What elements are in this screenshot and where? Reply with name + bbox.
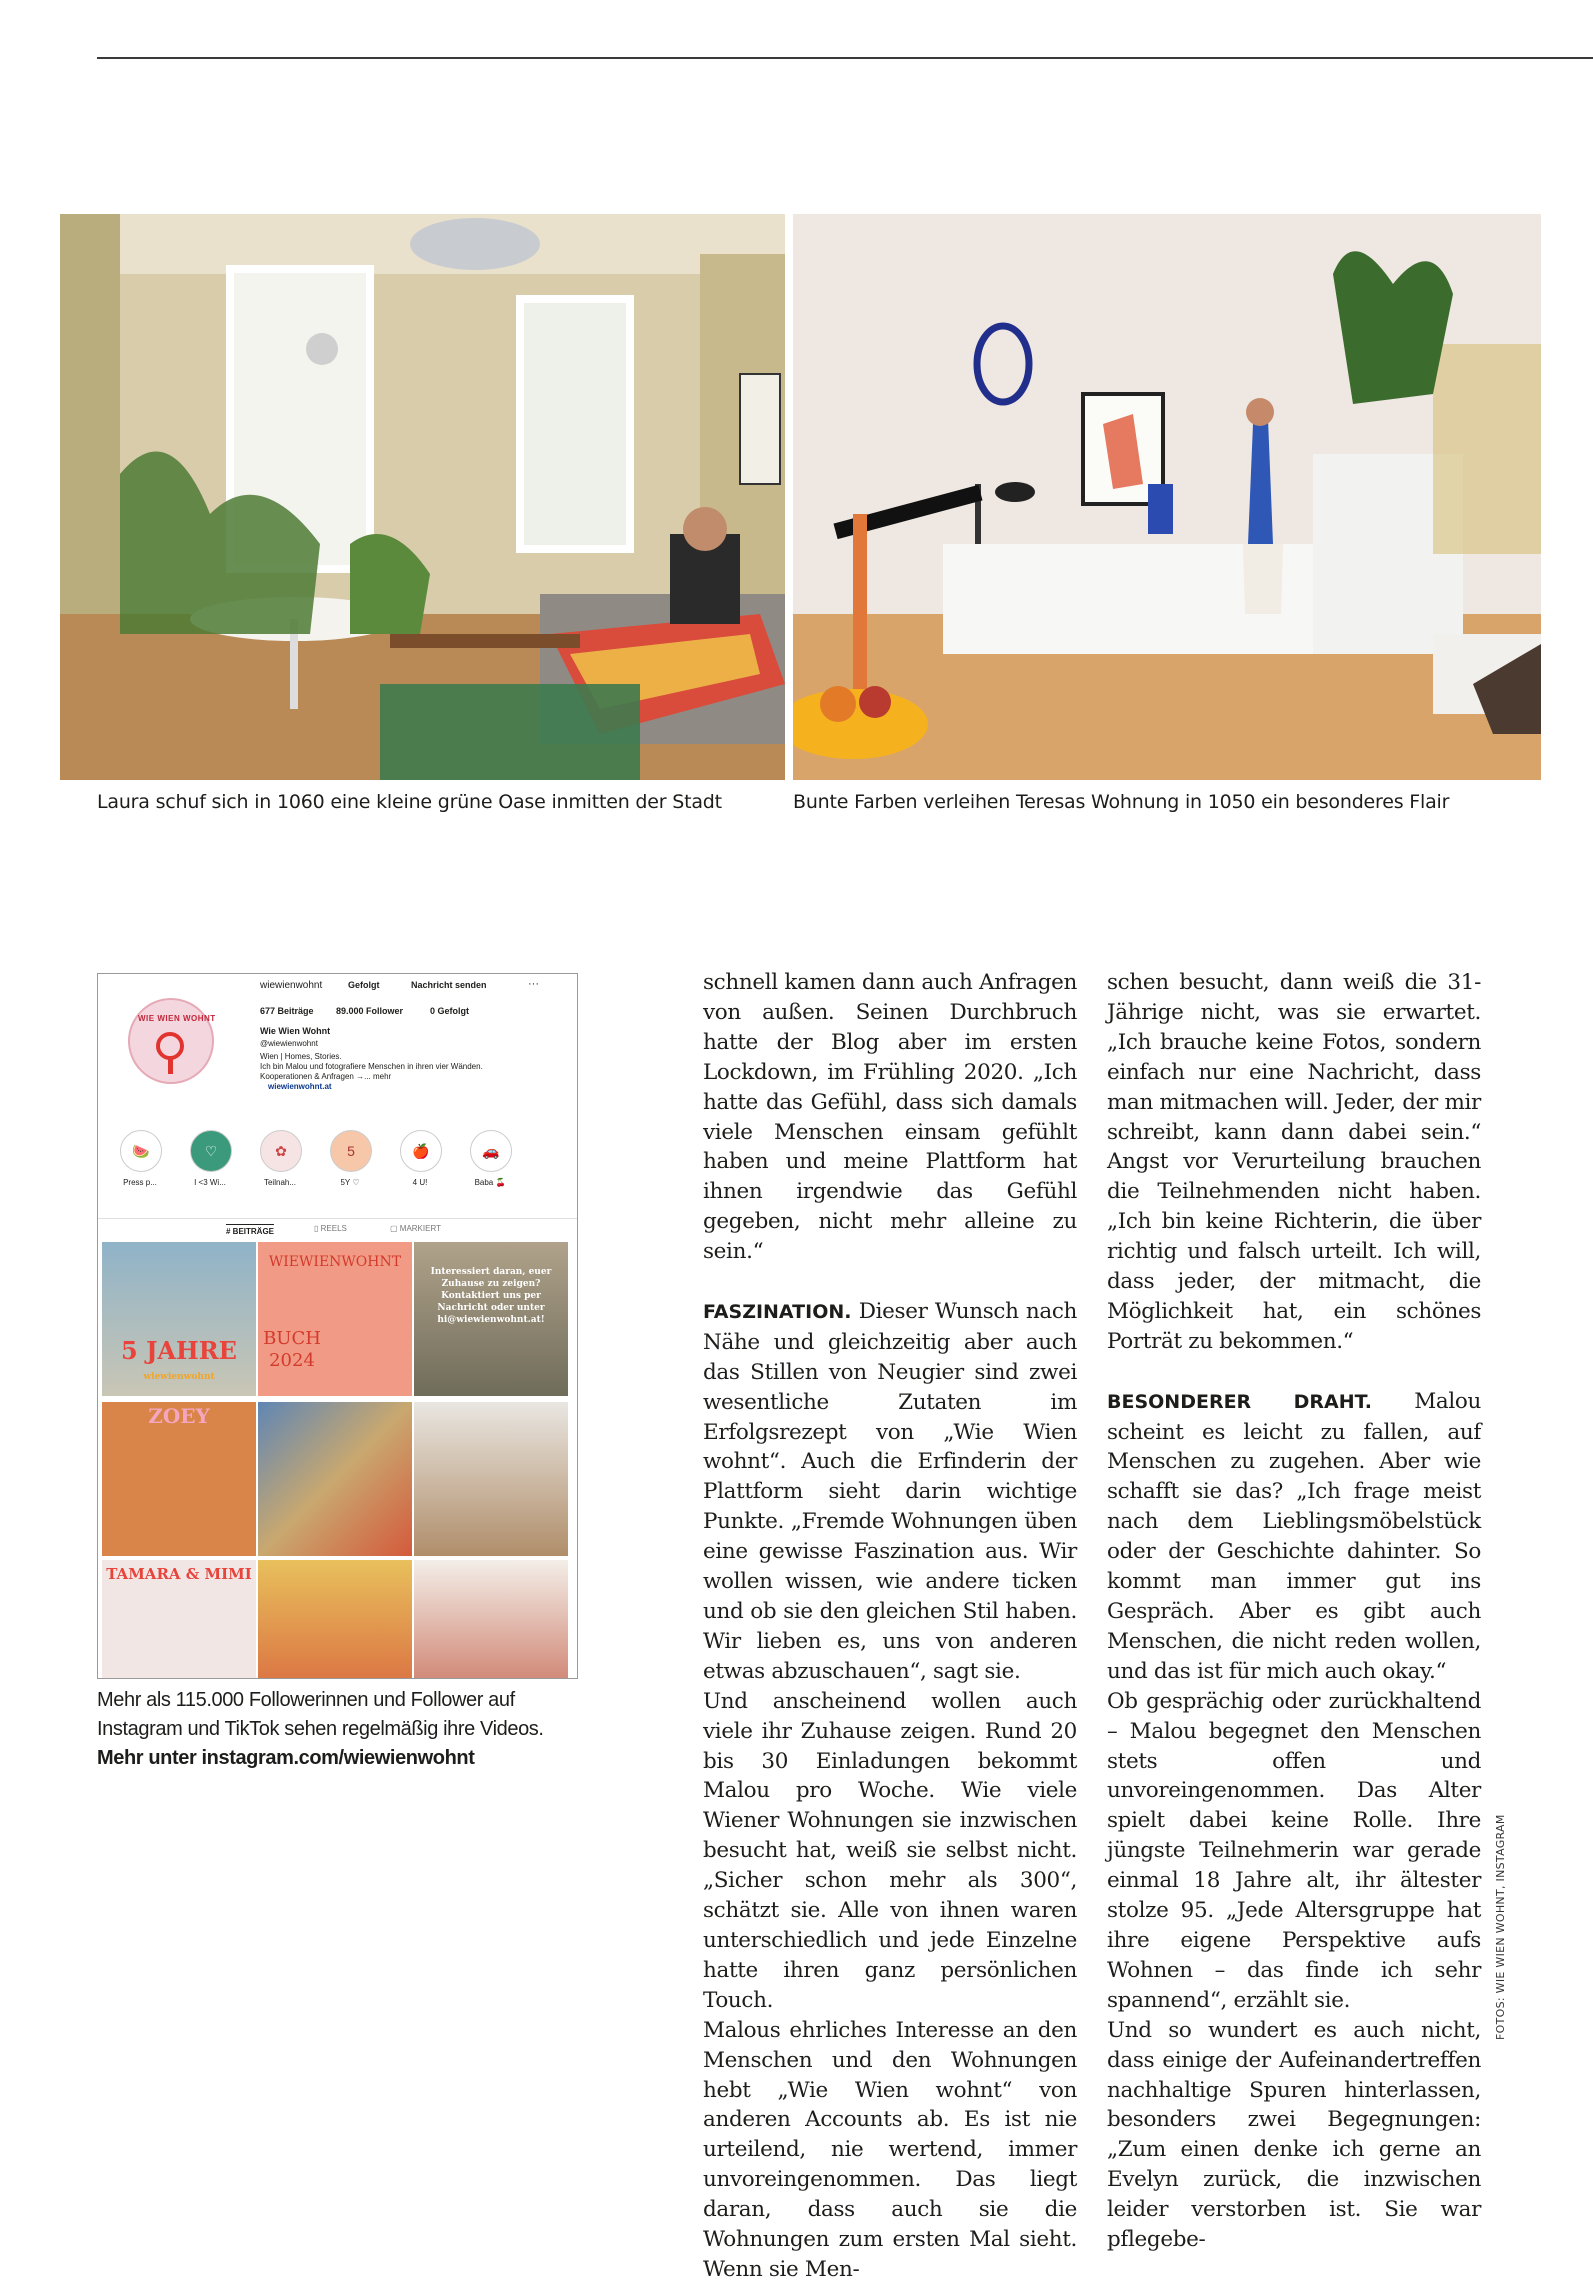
article-paragraph: Ob gesprächig oder zurückhaltend – Malou begegnet den Menschen stets offen und unvoreingenommen. Das Alter spielt dabei keine Rolle. Ihre jüngste Teilnehmerin war gerade einmal 18 Jahre alt, ihr ältester stolze 95. „Jede Altersgruppe hat ihre eigene Perspektive aufs Wohnen – das finde ich sehr spannend“, erzählt sie.: [1107, 1688, 1481, 2013]
article-paragraph: schnell kamen dann auch Anfragen von außen. Seinen Durchbruch hatte der Blog aber im ersten Lockdown, im Frühling 2020. „Ich hatte das Gefühl, dass sich damals viele Menschen einsam gefühlt haben und meine Plattform hat ihnen irgendwie das Gefühl gegeben, nicht mehr alleine zu sein.“: [703, 970, 1077, 1265]
instagram-profile-screenshot: [97, 973, 578, 1679]
watermelon-icon: 🍉: [132, 1142, 150, 1159]
tab-posts[interactable]: # BEITRÄGE: [226, 1224, 274, 1236]
highlight-3-label: Teilnah...: [263, 1178, 297, 1187]
article-paragraph: Und so wundert es auch nicht, dass einige der Aufeinandertreffen nachhaltige Spuren hinterlassen, besonders zwei Begegnungen: „Zum einen denke ich gerne an Evelyn zurück, die inzwischen leider verstorben ist. Sie war pflegebe-: [1107, 2017, 1481, 2253]
instagram-caption: [97, 1686, 544, 1773]
highlight-6-label: Baba 🍒: [474, 1178, 506, 1187]
tab-tagged[interactable]: ▢ MARKIERT: [390, 1224, 441, 1233]
article-column-3: [1107, 968, 1481, 2255]
five-years-icon: 5: [347, 1143, 355, 1159]
follow-button[interactable]: Gefolgt: [348, 980, 380, 990]
post-tile[interactable]: [258, 1402, 412, 1556]
heart-icon: ♡: [204, 1142, 218, 1159]
highlight-2[interactable]: [190, 1130, 232, 1172]
instagram-caption-line-1: Mehr als 115.000 Followerinnen und Follower auf: [97, 1689, 515, 1711]
bio-line-3: Kooperationen & Anfragen →... mehr: [260, 1072, 392, 1081]
flower-icon: ✿: [275, 1142, 287, 1159]
photo-credit: FOTOS: WIE WIEN WOHNT, INSTAGRAM: [1494, 1814, 1507, 2040]
post-tile[interactable]: [414, 1560, 568, 1679]
photo-teresa-living-room: [793, 214, 1541, 780]
bio-line-1: Wien | Homes, Stories.: [260, 1052, 342, 1061]
photo-caption-right: Bunte Farben verleihen Teresas Wohnung in 1050 ein besonderes Flair: [793, 791, 1450, 813]
article-paragraph: Malous ehrliches Interesse an den Menschen und den Wohnungen hebt „Wie Wien wohnt“ von anderen Accounts ab. Es ist nie urteilend, nie wertend, immer unvoreingenommen. Das liegt daran, dass auch sie die Wohnungen zum ersten Mal sieht. Wenn sie Men-: [703, 2017, 1077, 2282]
article-text: Dieser Wunsch nach Nähe und gleichzeitig aber auch das Stillen von Neugier sind zwei wesentliche Zutaten im Erfolgsrezept von „Wie Wien wohnt“. Auch die Erfinderin der Plattform sieht darin wichtige Punkte. „Fremde Wohnungen üben eine gewisse Faszination aus. Wir wollen wissen, wie andere ticken und ob sie den gleichen Stil haben. Wir lieben es, uns von anderen etwas abzuschauen“, sagt sie.: [703, 1298, 1078, 1684]
profile-avatar: [128, 998, 214, 1084]
tab-reels[interactable]: ▯ REELS: [314, 1224, 347, 1233]
logo-text: WIE WIEN WOHNT: [138, 1014, 216, 1023]
bio-link[interactable]: wiewienwohnt.at: [268, 1082, 332, 1091]
top-rule: [97, 57, 1593, 59]
highlight-4-label: 5Y ♡: [340, 1178, 360, 1187]
following-count[interactable]: 0 Gefolgt: [430, 1006, 470, 1016]
highlight-4[interactable]: [330, 1130, 372, 1172]
article-text: Malou scheint es leicht zu fallen, auf Menschen zu zugehen. Aber wie schafft sie das? „Ich frage meist nach dem Lieblingsmöbelstück oder der Geschichte dahinter. So kommt man immer gut ins Gespräch. Aber es gibt auch Menschen, die nicht reden wollen, und das ist für mich auch okay.“: [1107, 1388, 1481, 1684]
article-paragraph: [1107, 1387, 1481, 1687]
instagram-caption-link[interactable]: Mehr unter instagram.com/wiewienwohnt: [97, 1747, 475, 1769]
post-tile-title: WIEWIENWOHNT: [268, 1254, 402, 1270]
article-paragraph: schen besucht, dann weiß die 31-Jährige nicht, was sie erwartet. „Ich brauche keine Fotos, sondern einfach nur eine Nachricht, dass man mitmachen will. Jeder, der mir schreibt, kann dann dabei sein.“ Angst vor Verurteilung brauchen die Teilnehmenden nicht haben. „Ich bin keine Richterin, die über richtig und falsch urteilt. Ich will, dass jeder, der mitmacht, die Möglichkeit hat, ein schönes Porträt zu bekommen.“: [1107, 970, 1481, 1354]
posts-count: 677 Beiträge: [260, 1006, 314, 1016]
apple-icon: 🍎: [412, 1142, 430, 1159]
post-tile-text: Interessiert daran, euer Zuhause zu zeigen? Kontaktiert uns per Nachricht oder unter hi@wiewienwohnt.at!: [430, 1267, 552, 1325]
highlight-5-label: 4 U!: [412, 1178, 428, 1187]
bio-line-2: Ich bin Malou und fotografiere Menschen in ihren vier Wänden.: [260, 1062, 483, 1071]
tabs-divider: [98, 1218, 577, 1219]
post-tile[interactable]: [102, 1242, 256, 1396]
highlight-1-label: Press p...: [123, 1178, 157, 1187]
post-tile-subtitle: BUCH 2024: [263, 1328, 321, 1371]
post-tile-title: ZOEY: [148, 1404, 210, 1428]
highlight-1[interactable]: [120, 1130, 162, 1172]
article-paragraph: Und anscheinend wollen auch viele ihr Zuhause zeigen. Rund 20 bis 30 Einladungen bekommt Malou pro Woche. Wie viele Wiener Wohnungen sie inzwischen besucht hat, weiß sie selbst nicht. „Sicher schon mehr als 300“, schätzt sie. Alle von ihnen waren unterschiedlich und jede Einzelne hatte ihren ganz persönlichen Touch.: [703, 1688, 1077, 2013]
section-kicker: FASZINATION.: [703, 1300, 852, 1323]
post-tile[interactable]: [102, 1402, 256, 1556]
post-tile[interactable]: [258, 1242, 412, 1396]
highlight-5[interactable]: [400, 1130, 442, 1172]
message-button[interactable]: Nachricht senden: [411, 980, 487, 990]
car-icon: 🚗: [482, 1142, 500, 1159]
instagram-caption-line-2: Instagram und TikTok sehen regelmäßig ihre Videos.: [97, 1718, 544, 1740]
highlight-2-label: I <3 Wi...: [194, 1178, 226, 1187]
article-column-2: [703, 968, 1077, 2285]
profile-name: Wie Wien Wohnt: [260, 1026, 331, 1036]
profile-handle: @wiewienwohnt: [260, 1039, 318, 1048]
profile-username: wiewienwohnt: [260, 980, 323, 991]
post-tile-subtitle: wiewienwohnt: [143, 1372, 215, 1382]
photo-caption-left: Laura schuf sich in 1060 eine kleine grüne Oase inmitten der Stadt: [97, 791, 722, 813]
highlight-6[interactable]: [470, 1130, 512, 1172]
post-tile[interactable]: [102, 1560, 256, 1679]
post-tile[interactable]: [258, 1560, 412, 1679]
post-tile-title: TAMARA & MIMI: [106, 1565, 252, 1583]
photo-laura-living-room: [60, 214, 785, 780]
article-paragraph: [703, 1297, 1077, 1687]
section-kicker: BESONDERER DRAHT.: [1107, 1390, 1372, 1413]
followers-count[interactable]: 89.000 Follower: [336, 1006, 404, 1016]
post-tile[interactable]: [414, 1242, 568, 1396]
more-options-icon[interactable]: ···: [528, 978, 539, 990]
highlight-3[interactable]: [260, 1130, 302, 1172]
post-tile[interactable]: [414, 1402, 568, 1556]
post-tile-title: 5 JAHRE: [121, 1336, 237, 1365]
